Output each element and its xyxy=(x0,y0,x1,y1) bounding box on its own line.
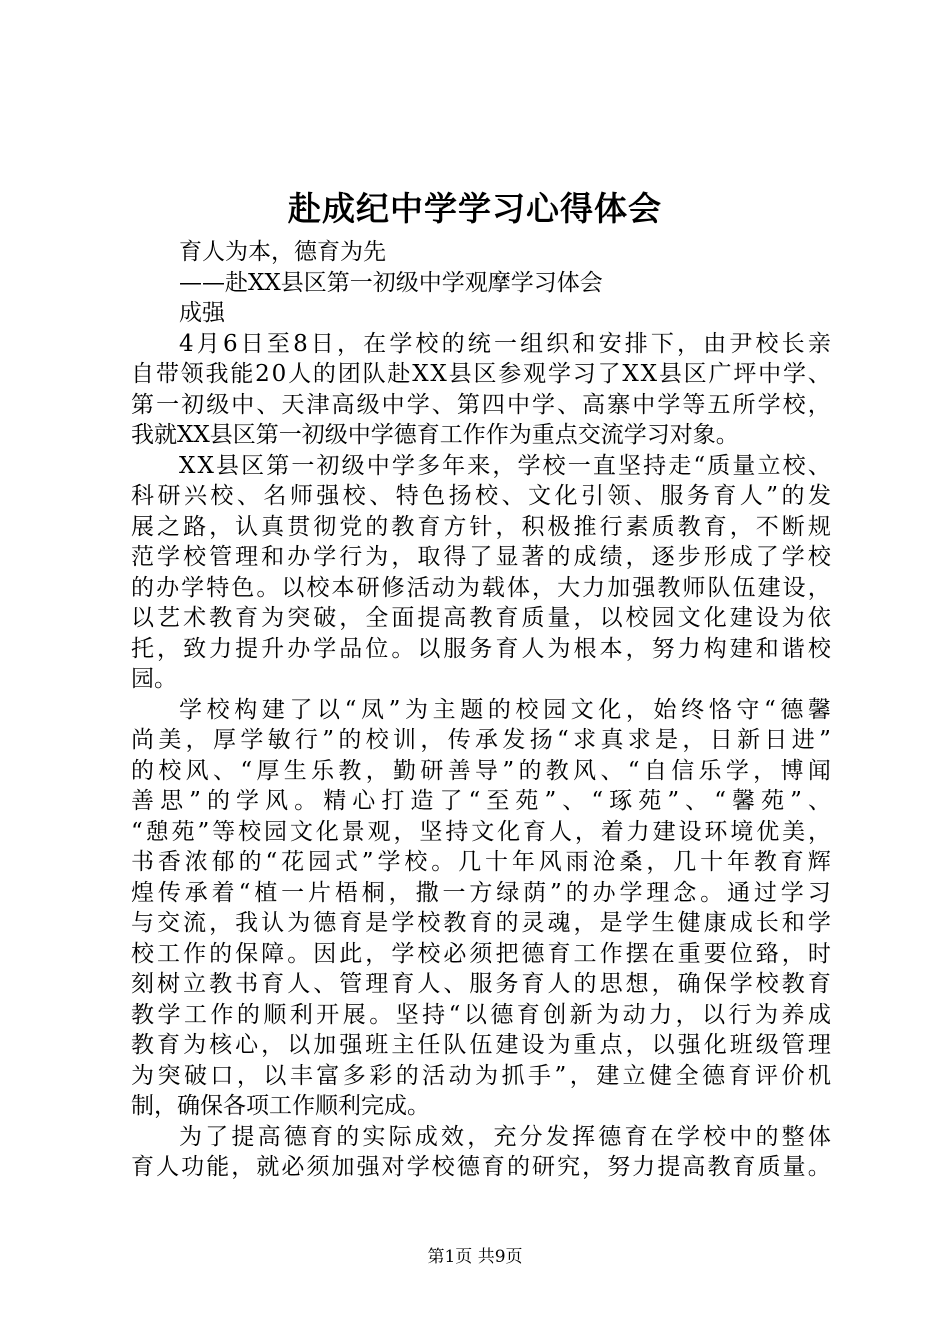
text-line: 校 工 作 的 保 障 。 因 此 ， 学 校 必 须 把 德 育 工 作 摆 在 重 要 位 臵 ， 时 xyxy=(131,940,831,967)
text-line: 4 月 6 日 至 8 日 ， 在 学 校 的 统 一 组 织 和 安 排 下 ， 由 尹 校 长 亲 xyxy=(179,330,831,357)
page-number: 第1页 共9页 xyxy=(427,1247,523,1267)
text-line: 科 研 兴 校 、 名 师 强 校 、 特 色 扬 校 、 文 化 引 领 、 服 务 育 人 ” 的 发 xyxy=(131,483,831,509)
text-line: 托 ， 致 力 提 升 办 学 品 位 。 以 服 务 育 人 为 根 本 ， 努 力 构 建 和 谐 校 xyxy=(131,635,831,662)
text-line: 第 一 初 级 中 、 天 津 高 级 中 学 、 第 四 中 学 、 高 寨 中 学 等 五 所 学 校 ， xyxy=(131,391,831,418)
document-subtitle: 育人为本，德育为先 xyxy=(179,239,386,265)
document-author: 成强 xyxy=(179,300,225,326)
text-line: 刻 树 立 教 书 育 人 、 管 理 育 人 、 服 务 育 人 的 思 想 ， 确 保 学 校 教 育 xyxy=(131,971,831,997)
text-line: 的 办 学 特 色 。 以 校 本 研 修 活 动 为 载 体 ， 大 力 加 强 教 师 队 伍 建 设 ， xyxy=(131,574,831,601)
text-line: 园。 xyxy=(131,666,177,692)
text-line: “ 憩 苑 ” 等 校 园 文 化 景 观 ， 坚 持 文 化 育 人 ， 着 力 建 设 环 境 优 美 ， xyxy=(131,818,831,845)
text-line: 书 香 浓 郁 的 “ 花 园 式 ” 学 校 。 几 十 年 风 雨 沧 桑 ， 几 十 年 教 育 辉 xyxy=(131,849,831,875)
text-line: 的 校 风 、 “ 厚 生 乐 教 ， 勤 研 善 导 ” 的 教 风 、 “ 自 信 乐 学 ， 博 闻 xyxy=(131,757,831,784)
text-line: 以 艺 术 教 育 为 突 破 ， 全 面 提 高 教 育 质 量 ， 以 校 园 文 化 建 设 为 依 xyxy=(131,605,831,631)
text-line: 尚 美 ， 厚 学 敏 行 ” 的 校 训 ， 传 承 发 扬 “ 求 真 求 是 ， 日 新 日 进 ” xyxy=(131,727,831,753)
text-line: 制，确保各项工作顺利完成。 xyxy=(131,1093,430,1119)
document-subheading: ——赴XX县区第一初级中学观摩学习体会 xyxy=(179,269,603,296)
text-line: 展 之 路 ， 认 真 贯 彻 党 的 教 育 方 针 ， 积 极 推 行 素 质 教 育 ， 不 断 规 xyxy=(131,513,831,540)
text-line: X X 县 区 第 一 初 级 中 学 多 年 来 ， 学 校 一 直 坚 持 走 “ 质 量 立 校 、 xyxy=(179,452,831,479)
text-line: 为 突 破 口 ， 以 丰 富 多 彩 的 活 动 为 抓 手 ” ， 建 立 健 全 德 育 评 价 机 xyxy=(131,1062,831,1089)
text-line: 煌 传 承 着 “ 植 一 片 梧 桐 ， 撒 一 方 绿 荫 ” 的 办 学 理 念 。 通 过 学 习 xyxy=(131,879,831,906)
text-line: 自 带 领 我 能 2 0 人 的 团 队 赴 X X 县 区 参 观 学 习 了 X X 县 区 广 坪 中 学 、 xyxy=(131,361,831,387)
text-line: 为 了 提 高 德 育 的 实 际 成 效 ， 充 分 发 挥 德 育 在 学 校 中 的 整 体 xyxy=(179,1123,831,1150)
text-line: 我就XX县区第一初级中学德育工作作为重点交流学习对象。 xyxy=(131,422,739,448)
body-paragraphs xyxy=(131,329,831,1183)
text-line: 善 思 ” 的 学 风 。 精 心 打 造 了 “ 至 苑 ” 、 “ 琢 苑 ” 、 “ 馨 苑 ” 、 xyxy=(131,788,831,814)
text-line: 与 交 流 ， 我 认 为 德 育 是 学 校 教 育 的 灵 魂 ， 是 学 生 健 康 成 长 和 学 xyxy=(131,910,831,936)
text-line: 教 学 工 作 的 顺 利 开 展 。 坚 持 “ 以 德 育 创 新 为 动 力 ， 以 行 为 养 成 xyxy=(131,1001,831,1028)
document-title: 赴成纪中学学习心得体会 xyxy=(288,189,662,228)
document-body xyxy=(131,237,831,1183)
text-line: 教 育 为 核 心 ， 以 加 强 班 主 任 队 伍 建 设 为 重 点 ， 以 强 化 班 级 管 理 xyxy=(131,1032,831,1058)
text-line: 育 人 功 能 ， 就 必 须 加 强 对 学 校 德 育 的 研 究 ， 努 力 提 高 教 育 质 量 。 xyxy=(131,1154,831,1180)
text-line: 学 校 构 建 了 以 “ 凤 ” 为 主 题 的 校 园 文 化 ， 始 终 恪 守 “ 德 馨 xyxy=(179,696,831,723)
text-line: 范 学 校 管 理 和 办 学 行 为 ， 取 得 了 显 著 的 成 绩 ， 逐 步 形 成 了 学 校 xyxy=(131,544,831,570)
